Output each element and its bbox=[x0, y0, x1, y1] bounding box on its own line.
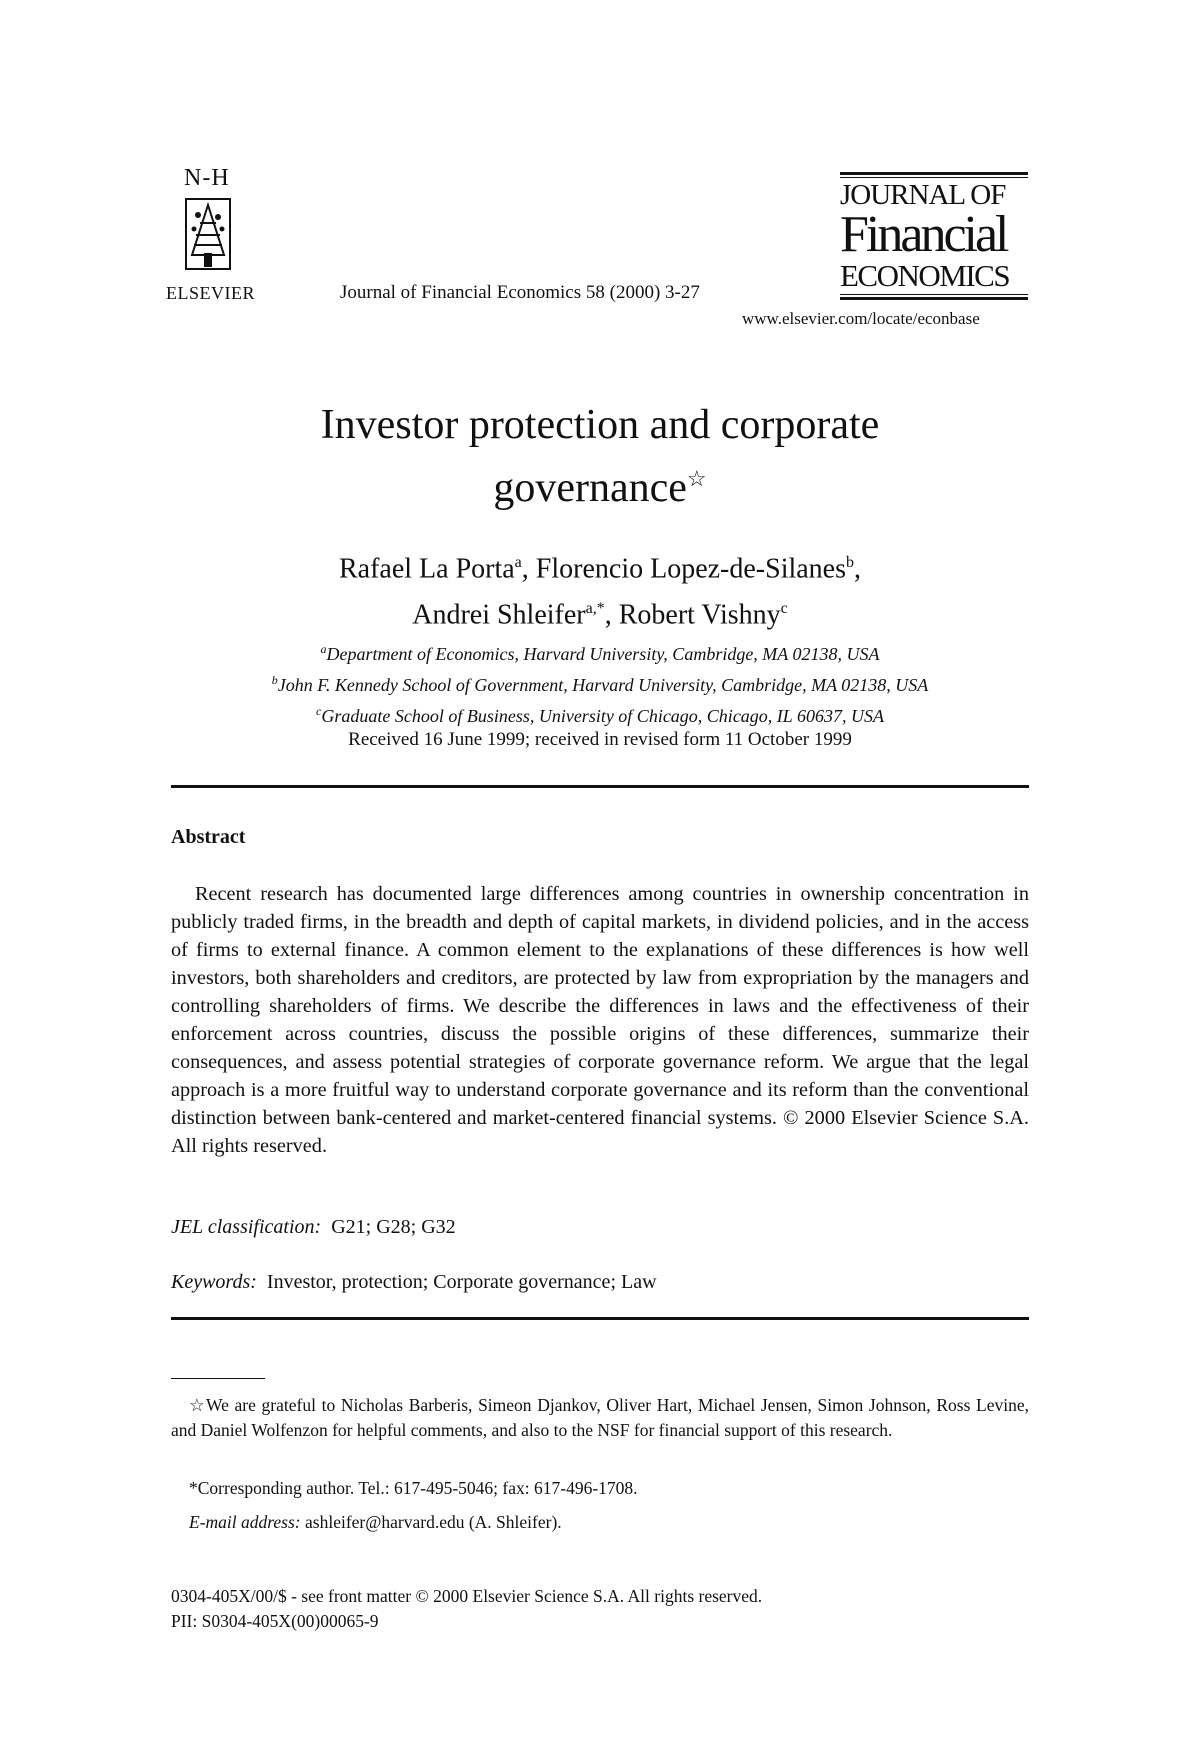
author-list bbox=[0, 543, 1200, 636]
title-note-mark[interactable]: ☆ bbox=[686, 466, 707, 491]
author-name: Robert Vishny bbox=[618, 599, 781, 631]
affiliation-mark: c bbox=[316, 704, 322, 718]
email-label: E-mail address: bbox=[189, 1512, 301, 1532]
author-affil-mark[interactable]: a,* bbox=[585, 600, 605, 618]
author-line2 bbox=[0, 589, 1200, 635]
footnote-corresponding-author: *Corresponding author. Tel.: 617-495-5046; fax: 617-496-1708. bbox=[189, 1478, 638, 1498]
copyright-pii: PII: S0304-405X(00)00065-9 bbox=[171, 1611, 379, 1631]
title-line2-text: governance bbox=[493, 465, 687, 511]
paper-title bbox=[0, 398, 1200, 515]
title-line2 bbox=[0, 452, 1200, 515]
divider-bottom bbox=[171, 1317, 1029, 1320]
divider-top bbox=[171, 785, 1029, 788]
affiliation-mark: a bbox=[320, 642, 327, 656]
author-affil-mark[interactable]: a bbox=[514, 554, 522, 571]
jel-classification bbox=[171, 1216, 456, 1239]
email-value[interactable]: ashleifer@harvard.edu (A. Shleifer). bbox=[305, 1512, 562, 1532]
keywords-label: Keywords: bbox=[171, 1271, 257, 1293]
copyright-block bbox=[171, 1584, 762, 1634]
journal-logo bbox=[840, 170, 1028, 302]
affiliation-text: Graduate School of Business, University of Chicago, Chicago, IL 60637, USA bbox=[321, 706, 884, 726]
journal-logo-line2: Financial bbox=[840, 206, 1007, 263]
author-name: Florencio Lopez-de-Silanes bbox=[535, 553, 847, 585]
jel-value: G21; G28; G32 bbox=[331, 1216, 456, 1238]
logo-bottom-text: ELSEVIER bbox=[166, 283, 255, 303]
author-name: Rafael La Porta bbox=[338, 553, 515, 585]
affiliation-item bbox=[0, 698, 1200, 729]
abstract-heading: Abstract bbox=[171, 826, 246, 848]
journal-url[interactable]: www.elsevier.com/locate/econbase bbox=[742, 309, 980, 328]
elsevier-logo bbox=[166, 165, 262, 305]
journal-citation: Journal of Financial Economics 58 (2000) 3-27 bbox=[340, 282, 700, 303]
author-affil-mark[interactable]: b bbox=[846, 554, 855, 571]
affiliations bbox=[0, 636, 1200, 729]
author-separator: , bbox=[604, 599, 619, 631]
journal-logo-line1: JOURNAL OF bbox=[840, 179, 1006, 211]
footnote-rule bbox=[171, 1378, 265, 1379]
logo-top-text: N-H bbox=[184, 165, 230, 191]
journal-logo-line3: ECONOMICS bbox=[840, 258, 1010, 293]
jel-label: JEL classification: bbox=[171, 1216, 322, 1238]
received-dates: Received 16 June 1999; received in revised form 11 October 1999 bbox=[348, 729, 852, 750]
affiliation-item bbox=[0, 667, 1200, 698]
keywords bbox=[171, 1271, 657, 1294]
author-separator: , bbox=[521, 553, 536, 585]
keywords-value: Investor, protection; Corporate governance; Law bbox=[266, 1271, 657, 1293]
abstract-body: Recent research has documented large differences among countries in ownership concentration in publicly traded firms, in the breadth and depth of capital markets, in dividend policies, and in the access of firms to external finance. A common element to the explanations of these differences is how well investors, both shareholders and creditors, are protected by law from expropriation by the managers and controlling shareholders of firms. We describe the differences in laws and the effectiveness of their enforcement across countries, discuss the possible origins of these differences, summarize their consequences, and assess potential strategies of corporate governance reform. We argue that the legal approach is a more fruitful way to understand corporate governance and its reform than the conventional distinction between bank-centered and market-centered financial systems. © 2000 Elsevier Science S.A. All rights reserved. bbox=[171, 883, 1029, 1157]
author-line1 bbox=[0, 543, 1200, 589]
affiliation-item bbox=[0, 636, 1200, 667]
copyright-line1: 0304-405X/00/$ - see front matter © 2000 Elsevier Science S.A. All rights reserved. bbox=[171, 1586, 763, 1606]
author-name: Andrei Shleifer bbox=[412, 599, 586, 631]
footnote-acknowledgment: ☆We are grateful to Nicholas Barberis, Simeon Djankov, Oliver Hart, Michael Jensen, Simon Johnson, Ross Levine, and Daniel Wolfenzon for helpful comments, and also to the NSF for financial support of this research. bbox=[171, 1395, 1029, 1440]
elsevier-tree-icon bbox=[182, 195, 234, 273]
affiliation-text: Department of Economics, Harvard University, Cambridge, MA 02138, USA bbox=[326, 644, 880, 664]
logo-rule-thin bbox=[840, 177, 1028, 178]
author-separator: , bbox=[854, 553, 862, 585]
logo-rule bbox=[840, 172, 1028, 175]
footnote-email bbox=[189, 1512, 562, 1533]
logo-rule-thin-bottom bbox=[840, 294, 1028, 295]
logo-rule-bottom bbox=[840, 297, 1028, 300]
affiliation-mark: b bbox=[271, 673, 278, 687]
author-affil-mark[interactable]: c bbox=[780, 600, 788, 618]
title-line1: Investor protection and corporate bbox=[320, 402, 880, 448]
affiliation-text: John F. Kennedy School of Government, Harvard University, Cambridge, MA 02138, USA bbox=[277, 675, 929, 695]
